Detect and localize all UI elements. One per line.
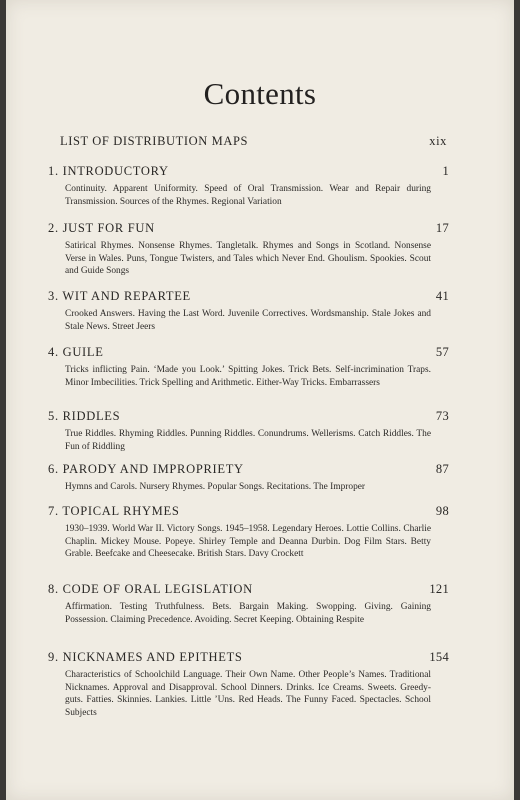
chapter-page: 57 — [435, 345, 449, 359]
chapter-page: 73 — [435, 409, 449, 423]
chapter-page: 121 — [429, 582, 449, 596]
chapter-heading: 1. INTRODUCTORY — [48, 164, 169, 178]
book-page — [6, 0, 514, 800]
chapter-heading: 2. JUST FOR FUN — [48, 221, 155, 235]
toc-entry-distribution-maps — [60, 134, 447, 149]
chapter-page: 98 — [435, 504, 449, 518]
chapter-description: Tricks inflicting Pain. ‘Made you Look.’ Spitting Jokes. Trick Bets. Self-incrimination Traps. Minor Imbecilities. Trick Spelling and Arithmetic. Either-Way Tricks. Embarrassers — [65, 365, 431, 388]
chapter-page: 41 — [435, 289, 449, 303]
toc-entry-page: xix — [429, 134, 447, 148]
chapter-heading: 6. PARODY AND IMPROPRIETY — [48, 462, 244, 476]
chapter-description: Affirmation. Testing Truthfulness. Bets. Bargain Making. Swopping. Giving. Gaining Possession. Claiming Precedence. Avoiding. Secret Keeping. Obtaining Respite — [65, 602, 431, 625]
toc-entry-label: LIST OF DISTRIBUTION MAPS — [60, 134, 249, 148]
chapter-page: 1 — [442, 164, 449, 178]
chapter-description: Satirical Rhymes. Nonsense Rhymes. Tangletalk. Rhymes and Songs in Scotland. Nonsense Verse in Wales. Puns, Tongue Twisters, and Tales which Never End. Ghoulism. Spookies. Scout and Guide Songs — [65, 241, 431, 277]
chapter-description: Characteristics of Schoolchild Language. Their Own Name. Other People’s Names. Traditional Nicknames. Approval and Disapproval. School Dinners. Drinks. Ice Creams. Sweets. Greedy-guts. Fatties. Skinnies. Lankies. Little ’Uns. Red Heads. The Funny Faced. Spectacles. School Subjects — [65, 670, 431, 718]
chapter-heading: 4. GUILE — [48, 345, 104, 359]
chapter-heading: 8. CODE OF ORAL LEGISLATION — [48, 582, 253, 596]
chapter-heading: 5. RIDDLES — [48, 409, 121, 423]
chapter-description: 1930–1939. World War II. Victory Songs. 1945–1958. Legendary Heroes. Lottie Collins. Charlie Chaplin. Mickey Mouse. Popeye. Shirley Temple and Deanna Durbin. Dog Film Stars. Betty Grable. Beefcake and Cheesecake. British Stars. Davy Crockett — [65, 524, 431, 560]
chapter-page: 17 — [435, 221, 449, 235]
chapter-page: 87 — [435, 462, 449, 476]
page-title: Contents — [203, 76, 317, 111]
chapter-page: 154 — [429, 650, 449, 664]
chapter-heading: 7. TOPICAL RHYMES — [48, 504, 180, 518]
chapter-description: True Riddles. Rhyming Riddles. Punning Riddles. Conundrums. Wellerisms. Catch Riddles. The Fun of Riddling — [65, 429, 431, 452]
chapter-heading: 3. WIT AND REPARTEE — [48, 289, 191, 303]
chapter-description: Crooked Answers. Having the Last Word. Juvenile Correctives. Wordsmanship. Stale Jokes and Stale News. Street Jeers — [65, 309, 431, 332]
chapter-description: Hymns and Carols. Nursery Rhymes. Popular Songs. Recitations. The Improper — [65, 482, 366, 492]
chapter-heading: 9. NICKNAMES AND EPITHETS — [48, 650, 243, 664]
chapter-description: Continuity. Apparent Uniformity. Speed of Oral Transmission. Wear and Repair during Transmission. Sources of the Rhymes. Regional Variation — [65, 184, 431, 207]
